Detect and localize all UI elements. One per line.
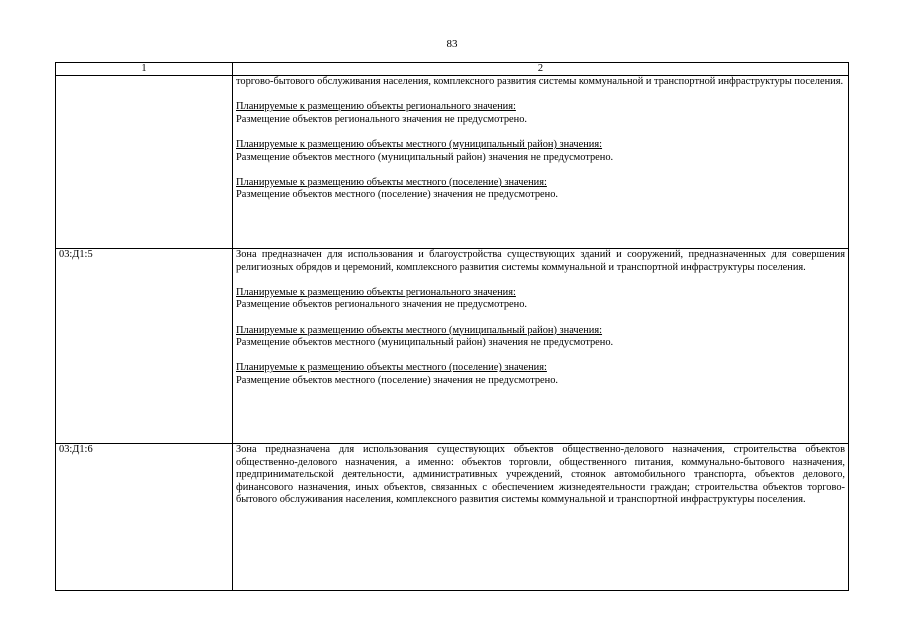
- settlement-objects-text: Размещение объектов местного (поселение) значения не предусмотрено.: [236, 374, 559, 386]
- zone-code-cell: 03:Д1:5: [56, 249, 233, 444]
- zone-intro-text: Зона предназначен для использования и благоустройства существующих зданий и сооружений, предназначенных для совершения религиозных обрядов и церемоний, комплексного развития системы коммунальной и транспортной инфраструктуры поселения.: [236, 249, 845, 273]
- zone-code-cell: [56, 76, 233, 249]
- zone-intro-text: торгово-бытового обслуживания населения, комплексного развития системы коммунальной и транспортной инфраструктуры поселения.: [236, 76, 844, 87]
- zone-intro-text: Зона предназначена для использования существующих объектов общественно-делового назначения, строительства объектов общественно-делового назначения, а именно: объектов торговли, общественного питания, коммунально-бытового назначения, предпринимательской деятельности, административных учреждений, стоянок автомобильного транспорта, объектов делового, финансового назначения, иных объектов, связанных с обеспечением жизнедеятельности граждан; строительства объектов торгово-бытового обслуживания населения, комплексного развития системы коммунальной и транспортной инфраструктуры поселения.: [236, 444, 845, 506]
- regional-objects-text: Размещение объектов регионального значения не предусмотрено.: [236, 113, 528, 125]
- zone-description-cell: [233, 76, 849, 249]
- district-objects-text: Размещение объектов местного (муниципальный район) значения не предусмотрено.: [236, 337, 614, 349]
- column-header-1: 1: [56, 63, 233, 76]
- table-row: [56, 249, 849, 444]
- district-objects-heading: Планируемые к размещению объекты местного (муниципальный район) значения:: [236, 138, 603, 150]
- document-table: [55, 62, 849, 591]
- zone-description-cell: [233, 249, 849, 444]
- column-header-2: 2: [233, 63, 849, 76]
- table-row: [56, 76, 849, 249]
- regional-objects-heading: Планируемые к размещению объекты регионального значения:: [236, 286, 516, 298]
- page-number: 83: [446, 38, 458, 50]
- settlement-objects-text: Размещение объектов местного (поселение) значения не предусмотрено.: [236, 189, 559, 201]
- table-header-row: [56, 63, 849, 76]
- settlement-objects-heading: Планируемые к размещению объекты местного (поселение) значения:: [236, 176, 547, 188]
- district-objects-text: Размещение объектов местного (муниципальный район) значения не предусмотрено.: [236, 151, 614, 163]
- district-objects-heading: Планируемые к размещению объекты местного (муниципальный район) значения:: [236, 324, 603, 336]
- zone-description-cell: [233, 444, 849, 591]
- regional-objects-heading: Планируемые к размещению объекты регионального значения:: [236, 101, 516, 113]
- regional-objects-text: Размещение объектов регионального значения не предусмотрено.: [236, 299, 528, 311]
- settlement-objects-heading: Планируемые к размещению объекты местного (поселение) значения:: [236, 362, 547, 374]
- table-row: [56, 444, 849, 591]
- zone-code-cell: 03:Д1:6: [56, 444, 233, 591]
